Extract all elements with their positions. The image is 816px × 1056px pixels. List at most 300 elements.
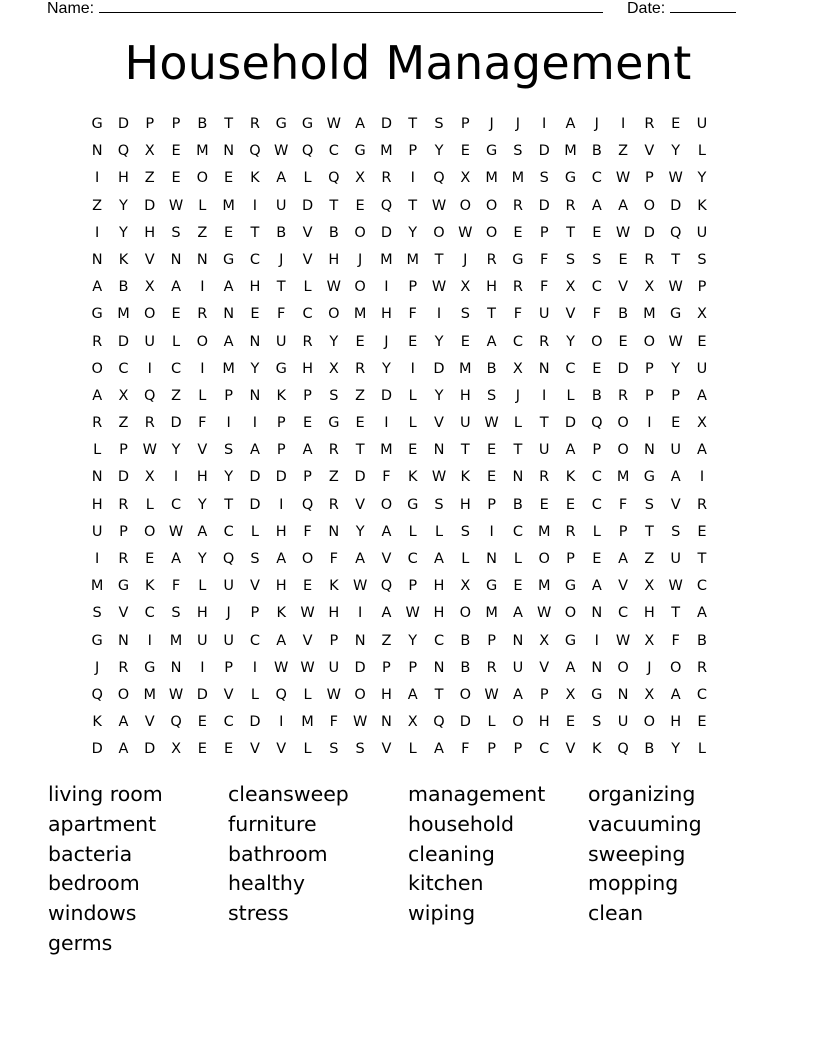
grid-letter[interactable]: O [617,442,629,459]
grid-letter[interactable]: Z [144,170,155,187]
grid-letter[interactable]: I [542,116,547,132]
grid-letter[interactable]: J [384,333,389,350]
grid-letter[interactable]: M [380,442,393,459]
grid-letter[interactable]: G [328,415,340,432]
grid-letter[interactable]: C [591,170,602,187]
grid-letter[interactable]: G [670,306,682,323]
grid-letter[interactable]: M [485,605,498,622]
grid-letter[interactable]: E [460,143,470,160]
grid-letter[interactable]: T [224,116,234,132]
grid-letter[interactable]: E [697,523,707,540]
grid-letter[interactable]: M [511,170,525,187]
grid-letter[interactable]: G [512,251,524,268]
grid-letter[interactable]: A [565,442,576,459]
grid-letter[interactable]: W [431,469,447,486]
grid-letter[interactable]: A [302,442,313,459]
date-field[interactable] [627,0,736,19]
grid-letter[interactable]: S [460,523,470,540]
grid-letter[interactable]: P [276,415,286,432]
grid-letter[interactable]: W [352,714,368,731]
grid-letter[interactable]: U [670,551,681,567]
grid-letter[interactable]: R [565,197,576,214]
grid-letter[interactable]: N [249,333,261,350]
grid-letter[interactable]: S [355,741,365,758]
grid-letter[interactable]: A [118,714,129,731]
grid-letter[interactable]: T [250,224,260,241]
grid-letter[interactable]: O [354,686,366,703]
grid-letter[interactable]: R [381,170,392,187]
grid-letter[interactable]: V [223,686,234,703]
grid-letter[interactable]: D [354,469,366,486]
grid-letter[interactable]: L [303,279,312,296]
grid-letter[interactable]: Y [171,442,181,459]
grid-letter[interactable]: M [353,306,367,323]
grid-letter[interactable]: X [144,143,155,160]
grid-letter[interactable]: J [489,116,494,132]
grid-letter[interactable]: P [460,116,470,132]
grid-letter[interactable]: I [542,387,547,404]
grid-letter[interactable]: L [513,551,522,567]
grid-letter[interactable]: A [565,116,576,132]
grid-letter[interactable]: P [224,387,233,404]
grid-letter[interactable]: I [200,279,205,296]
grid-letter[interactable]: V [302,224,313,241]
grid-letter[interactable]: S [329,741,339,758]
grid-letter[interactable]: M [222,197,235,214]
grid-letter[interactable]: N [591,605,603,622]
grid-letter[interactable]: O [617,659,629,676]
grid-letter[interactable]: N [433,659,445,676]
grid-letter[interactable]: T [224,496,234,513]
grid-letter[interactable]: G [275,116,287,132]
grid-letter[interactable]: W [668,170,683,187]
grid-letter[interactable]: G [144,659,156,676]
grid-letter[interactable]: G [643,469,655,486]
grid-letter[interactable]: T [513,442,523,459]
grid-letter[interactable]: D [301,197,314,214]
grid-letter[interactable]: T [355,442,365,459]
grid-letter[interactable]: C [618,605,629,622]
grid-letter[interactable]: T [671,251,681,268]
grid-letter[interactable]: G [91,116,103,132]
grid-letter[interactable]: M [459,360,472,377]
grid-letter[interactable]: H [117,170,129,187]
grid-letter[interactable]: S [539,170,549,187]
grid-letter[interactable]: S [250,551,260,567]
grid-letter[interactable]: T [276,279,286,296]
grid-letter[interactable]: A [171,279,181,296]
grid-letter[interactable]: N [91,251,103,268]
grid-letter[interactable]: I [95,551,100,567]
grid-letter[interactable]: W [168,523,184,540]
grid-letter[interactable]: I [410,170,415,187]
grid-letter[interactable]: L [461,551,470,567]
grid-letter[interactable]: V [197,442,208,459]
grid-letter[interactable]: H [328,605,340,622]
grid-letter[interactable]: W [668,333,683,350]
grid-letter[interactable]: G [564,578,577,595]
grid-letter[interactable]: D [249,714,261,731]
grid-letter[interactable]: U [696,116,708,132]
grid-letter[interactable]: Q [222,551,235,567]
grid-letter[interactable]: U [197,632,208,649]
grid-letter[interactable]: A [618,197,629,214]
grid-letter[interactable]: P [645,360,654,377]
grid-letter[interactable]: A [670,469,681,486]
grid-letter[interactable]: H [459,387,471,404]
grid-letter[interactable]: B [276,224,287,241]
grid-letter[interactable]: X [328,360,339,377]
grid-letter[interactable]: H [670,714,682,731]
grid-letter[interactable]: E [618,333,628,350]
grid-letter[interactable]: W [142,442,157,459]
grid-letter[interactable]: K [92,714,102,731]
grid-letter[interactable]: O [459,605,472,622]
grid-letter[interactable]: F [329,551,338,567]
grid-letter[interactable]: I [252,659,258,676]
grid-letter[interactable]: K [407,469,418,486]
grid-letter[interactable]: E [565,496,576,513]
grid-letter[interactable]: W [431,279,447,296]
grid-letter[interactable]: I [279,714,284,731]
grid-letter[interactable]: L [198,578,207,595]
grid-letter[interactable]: X [697,415,707,432]
grid-letter[interactable]: X [355,170,366,187]
grid-letter[interactable]: C [249,632,260,649]
grid-letter[interactable]: A [118,741,129,758]
grid-letter[interactable]: A [618,551,629,567]
grid-letter[interactable]: G [354,143,366,160]
grid-letter[interactable]: L [487,714,496,731]
grid-letter[interactable]: P [671,387,681,404]
grid-letter[interactable]: L [250,686,259,703]
grid-letter[interactable]: C [328,143,339,160]
grid-letter[interactable]: L [303,170,312,187]
grid-letter[interactable]: E [592,360,602,377]
grid-letter[interactable]: S [697,251,707,268]
grid-letter[interactable]: Q [380,197,393,214]
grid-letter[interactable]: D [144,197,156,214]
grid-letter[interactable]: B [618,306,629,323]
grid-letter[interactable]: N [486,551,498,567]
grid-letter[interactable]: U [670,442,681,459]
grid-letter[interactable]: J [357,251,363,268]
grid-letter[interactable]: U [617,714,629,731]
grid-letter[interactable]: X [565,279,576,296]
grid-letter[interactable]: T [566,224,575,241]
grid-letter[interactable]: E [460,333,470,350]
grid-letter[interactable]: B [460,632,471,649]
grid-letter[interactable]: K [329,578,339,595]
grid-letter[interactable]: M [485,170,498,187]
grid-letter[interactable]: T [434,251,444,268]
grid-letter[interactable]: D [538,197,550,214]
grid-letter[interactable]: N [118,632,129,649]
grid-letter[interactable]: I [647,415,652,432]
grid-letter[interactable]: A [591,578,602,595]
grid-letter[interactable]: Z [328,469,339,486]
grid-letter[interactable]: P [408,659,418,676]
grid-letter[interactable]: P [645,387,654,404]
grid-letter[interactable]: E [408,333,418,350]
grid-letter[interactable]: O [144,306,156,323]
grid-letter[interactable]: Q [144,387,156,404]
grid-letter[interactable]: M [301,714,314,731]
grid-letter[interactable]: N [196,251,208,268]
grid-letter[interactable]: F [513,306,523,323]
grid-letter[interactable]: L [198,387,207,404]
grid-letter[interactable]: I [147,632,152,649]
grid-letter[interactable]: N [170,251,182,268]
grid-letter[interactable]: V [644,143,655,160]
grid-letter[interactable]: O [433,224,445,241]
grid-letter[interactable]: N [91,469,103,486]
grid-letter[interactable]: X [644,632,655,649]
grid-letter[interactable]: V [276,741,287,758]
grid-letter[interactable]: R [302,333,313,350]
grid-letter[interactable]: O [117,686,130,703]
grid-letter[interactable]: G [407,496,419,513]
grid-letter[interactable]: O [591,333,603,350]
grid-letter[interactable]: F [540,251,549,268]
grid-letter[interactable]: I [252,197,258,214]
grid-letter[interactable]: X [144,279,155,296]
grid-letter[interactable]: K [276,387,286,404]
grid-letter[interactable]: P [250,605,260,622]
grid-letter[interactable]: V [565,306,576,323]
grid-letter[interactable]: U [696,360,708,377]
grid-letter[interactable]: F [540,279,549,296]
grid-letter[interactable]: J [515,387,521,404]
grid-letter[interactable]: Y [250,360,260,377]
grid-letter[interactable]: Y [224,469,234,486]
grid-letter[interactable]: I [95,170,100,187]
grid-letter[interactable]: X [171,741,181,758]
grid-letter[interactable]: E [565,714,576,731]
grid-letter[interactable]: A [697,387,707,404]
grid-letter[interactable]: I [147,360,152,377]
grid-letter[interactable]: B [486,360,497,377]
grid-letter[interactable]: E [671,415,681,432]
grid-letter[interactable]: N [91,143,103,160]
grid-letter[interactable]: R [92,415,103,432]
grid-letter[interactable]: R [328,496,339,513]
grid-letter[interactable]: E [171,143,181,160]
grid-letter[interactable]: D [117,333,130,350]
grid-letter[interactable]: M [117,306,130,323]
grid-letter[interactable]: W [615,632,631,649]
grid-letter[interactable]: C [223,714,234,731]
grid-letter[interactable]: F [408,306,417,323]
grid-letter[interactable]: A [697,442,707,459]
grid-letter[interactable]: I [95,224,100,241]
grid-letter[interactable]: O [328,306,340,323]
grid-letter[interactable]: N [223,306,235,323]
grid-letter[interactable]: E [592,224,602,241]
grid-letter[interactable]: R [565,523,576,540]
grid-letter[interactable]: T [539,415,549,432]
grid-letter[interactable]: Q [91,686,103,703]
grid-letter[interactable]: I [489,523,494,540]
grid-letter[interactable]: K [460,469,471,486]
grid-letter[interactable]: W [326,686,341,703]
grid-letter[interactable]: C [302,306,313,323]
grid-letter[interactable]: O [91,360,103,377]
grid-letter[interactable]: P [408,279,418,296]
grid-letter[interactable]: M [537,523,551,540]
grid-letter[interactable]: W [668,279,683,296]
grid-letter[interactable]: C [591,279,602,296]
grid-letter[interactable]: W [274,659,289,676]
grid-letter[interactable]: E [355,197,365,214]
grid-letter[interactable]: Y [381,360,391,377]
grid-letter[interactable]: Q [591,415,603,432]
grid-letter[interactable]: G [117,578,130,595]
grid-letter[interactable]: A [486,333,497,350]
grid-letter[interactable]: Y [329,333,339,350]
grid-letter[interactable]: E [197,714,207,731]
grid-letter[interactable]: V [539,659,550,676]
grid-letter[interactable]: G [485,143,498,160]
grid-letter[interactable]: H [196,469,208,486]
grid-letter[interactable]: H [144,224,156,241]
grid-letter[interactable]: A [223,279,234,296]
grid-letter[interactable]: M [564,143,577,160]
grid-letter[interactable]: D [564,415,577,432]
grid-letter[interactable]: C [696,686,708,703]
grid-letter[interactable]: R [118,659,129,676]
grid-letter[interactable]: C [696,578,708,595]
grid-letter[interactable]: D [459,714,471,731]
grid-letter[interactable]: G [564,632,577,649]
grid-letter[interactable]: U [223,632,234,649]
grid-letter[interactable]: X [644,578,655,595]
grid-letter[interactable]: F [618,496,628,513]
grid-letter[interactable]: H [275,523,287,540]
grid-letter[interactable]: B [197,116,208,132]
grid-letter[interactable]: S [644,496,654,513]
grid-letter[interactable]: Y [408,632,418,649]
grid-letter[interactable]: C [249,251,260,268]
grid-letter[interactable]: W [168,686,184,703]
grid-letter[interactable]: R [249,116,260,132]
grid-letter[interactable]: O [669,659,682,676]
grid-letter[interactable]: U [512,659,524,676]
grid-letter[interactable]: A [512,686,523,703]
grid-letter[interactable]: G [223,251,235,268]
grid-letter[interactable]: R [618,387,629,404]
grid-letter[interactable]: W [615,170,631,187]
grid-letter[interactable]: U [91,523,103,540]
grid-letter[interactable]: O [643,197,656,214]
grid-letter[interactable]: E [487,469,497,486]
grid-letter[interactable]: D [380,387,392,404]
grid-letter[interactable]: O [354,224,366,241]
grid-letter[interactable]: V [618,279,629,296]
grid-letter[interactable]: B [644,741,655,758]
grid-letter[interactable]: W [484,686,499,703]
grid-letter[interactable]: R [486,659,497,676]
grid-letter[interactable]: D [643,224,655,241]
grid-letter[interactable]: Z [171,387,181,404]
grid-letter[interactable]: I [410,360,415,377]
grid-letter[interactable]: F [461,741,470,758]
grid-letter[interactable]: N [170,659,182,676]
grid-letter[interactable]: A [355,551,366,567]
grid-letter[interactable]: T [434,686,444,703]
grid-letter[interactable]: B [328,224,339,241]
grid-letter[interactable]: P [119,523,128,540]
grid-letter[interactable]: W [431,197,447,214]
grid-letter[interactable]: A [276,632,287,649]
grid-letter[interactable]: A [92,387,103,404]
grid-letter[interactable]: C [433,632,445,649]
grid-letter[interactable]: L [434,523,444,540]
grid-letter[interactable]: N [512,469,524,486]
grid-letter[interactable]: P [303,387,312,404]
grid-letter[interactable]: N [617,686,629,703]
grid-letter[interactable]: S [434,116,444,132]
grid-letter[interactable]: O [485,224,498,241]
grid-letter[interactable]: S [486,387,497,404]
grid-letter[interactable]: E [145,551,155,567]
grid-letter[interactable]: N [328,523,340,540]
grid-letter[interactable]: S [460,306,470,323]
grid-letter[interactable]: Q [117,143,130,160]
grid-letter[interactable]: M [380,251,393,268]
grid-letter[interactable]: N [643,442,655,459]
grid-letter[interactable]: Q [301,143,314,160]
grid-letter[interactable]: A [381,605,392,622]
grid-letter[interactable]: F [303,523,312,540]
grid-letter[interactable]: D [380,116,392,132]
grid-letter[interactable]: L [93,442,102,459]
grid-letter[interactable]: L [592,523,601,540]
grid-letter[interactable]: N [433,442,445,459]
grid-letter[interactable]: L [408,415,417,432]
grid-letter[interactable]: F [382,469,391,486]
grid-letter[interactable]: I [252,415,258,432]
grid-letter[interactable]: E [618,251,628,268]
grid-letter[interactable]: Y [566,333,575,350]
grid-letter[interactable]: S [329,387,339,404]
grid-letter[interactable]: R [118,496,129,513]
grid-letter[interactable]: A [223,333,234,350]
grid-letter[interactable]: K [118,251,129,268]
grid-letter[interactable]: C [512,523,523,540]
grid-letter[interactable]: Z [355,387,366,404]
grid-letter[interactable]: A [697,605,707,622]
grid-letter[interactable]: S [171,224,181,241]
grid-letter[interactable]: P [487,741,496,758]
grid-letter[interactable]: R [539,469,550,486]
grid-letter[interactable]: E [487,442,497,459]
grid-letter[interactable]: D [354,659,366,676]
grid-letter[interactable]: G [91,632,103,649]
grid-letter[interactable]: R [696,496,708,513]
grid-letter[interactable]: T [487,306,497,323]
grid-letter[interactable]: D [117,469,130,486]
grid-letter[interactable]: P [566,551,575,567]
grid-letter[interactable]: H [380,306,392,323]
grid-letter[interactable]: R [328,442,339,459]
grid-letter[interactable]: M [90,578,104,595]
grid-letter[interactable]: R [644,251,655,268]
grid-letter[interactable]: J [279,251,284,268]
grid-letter[interactable]: L [408,387,417,404]
grid-letter[interactable]: F [592,306,601,323]
grid-letter[interactable]: G [591,686,603,703]
